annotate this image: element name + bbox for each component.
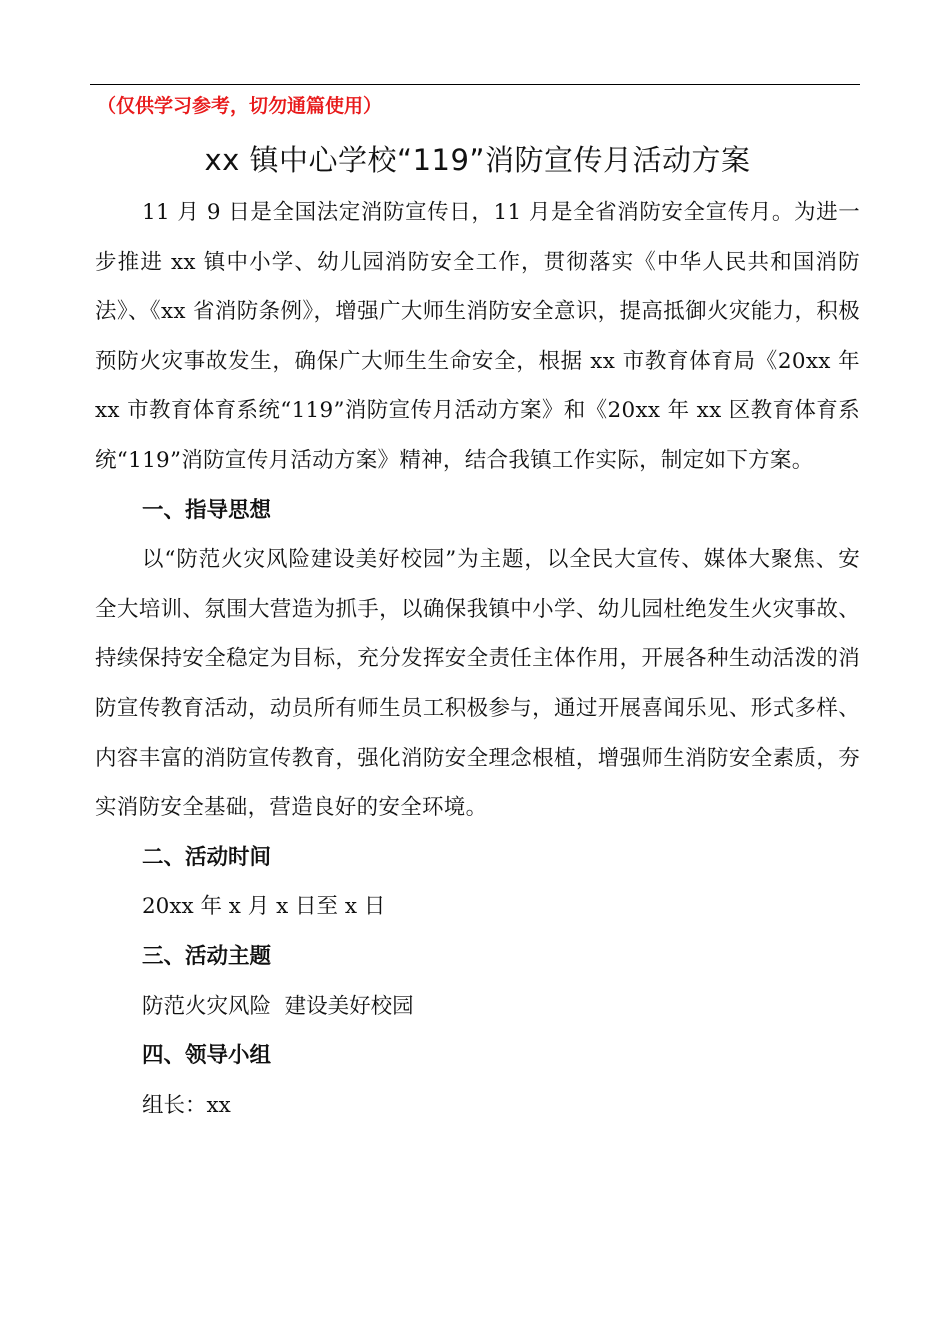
section-body-theme: 防范火灾风险 建设美好校园 — [142, 993, 414, 1019]
section-heading-guiding: 一、指导思想 — [142, 497, 272, 523]
section-heading-theme: 三、活动主题 — [142, 943, 272, 969]
section-body-time: 20xx 年 x 月 x 日至 x 日 — [142, 894, 386, 920]
intro-paragraph: 11 月 9 日是全国法定消防宣传日，11 月是全省消防安全宣传月。为进一步推进 xx 镇中小学、幼儿园消防安全工作，贯彻落实《中华人民共和国消防法》、《xx 省消防条例》，增强广大师生消防安全意识，提高抵御火灾能力，积极预防火灾事故发生，确保广大师生生命安全，根据 xx 市教育体育局《20xx 年 xx 市教育体育系统“119”消防宣传月活动方案》和《20xx 年 xx 区教育体育系统“119”消防宣传月活动方案》精神，结合我镇工作实际，制定如下方案。 — [95, 200, 860, 473]
header-rule — [90, 84, 860, 85]
document-title: xx 镇中心学校“119”消防宣传月活动方案 — [204, 143, 751, 177]
section-heading-time: 二、活动时间 — [142, 844, 272, 870]
section-heading-leadership: 四、领导小组 — [142, 1043, 272, 1069]
section-body-guiding: 以“防范火灾风险建设美好校园”为主题，以全民大宣传、媒体大聚焦、安全大培训、氛围大营造为抓手，以确保我镇中小学、幼儿园杜绝发生火灾事故、持续保持安全稳定为目标，充分发挥安全责任主体作用，开展各种生动活泼的消防宣传教育活动，动员所有师生员工积极参与，通过开展喜闻乐见、形式多样、内容丰富的消防宣传教育，强化消防安全理念根植，增强师生消防安全素质，夯实消防安全基础，营造良好的安全环境。 — [95, 547, 860, 821]
document-page — [95, 90, 860, 1130]
section-body-leadership: 组长：xx — [142, 1092, 231, 1118]
disclaimer-note: （仅供学习参考，切勿通篇使用） — [97, 95, 383, 117]
